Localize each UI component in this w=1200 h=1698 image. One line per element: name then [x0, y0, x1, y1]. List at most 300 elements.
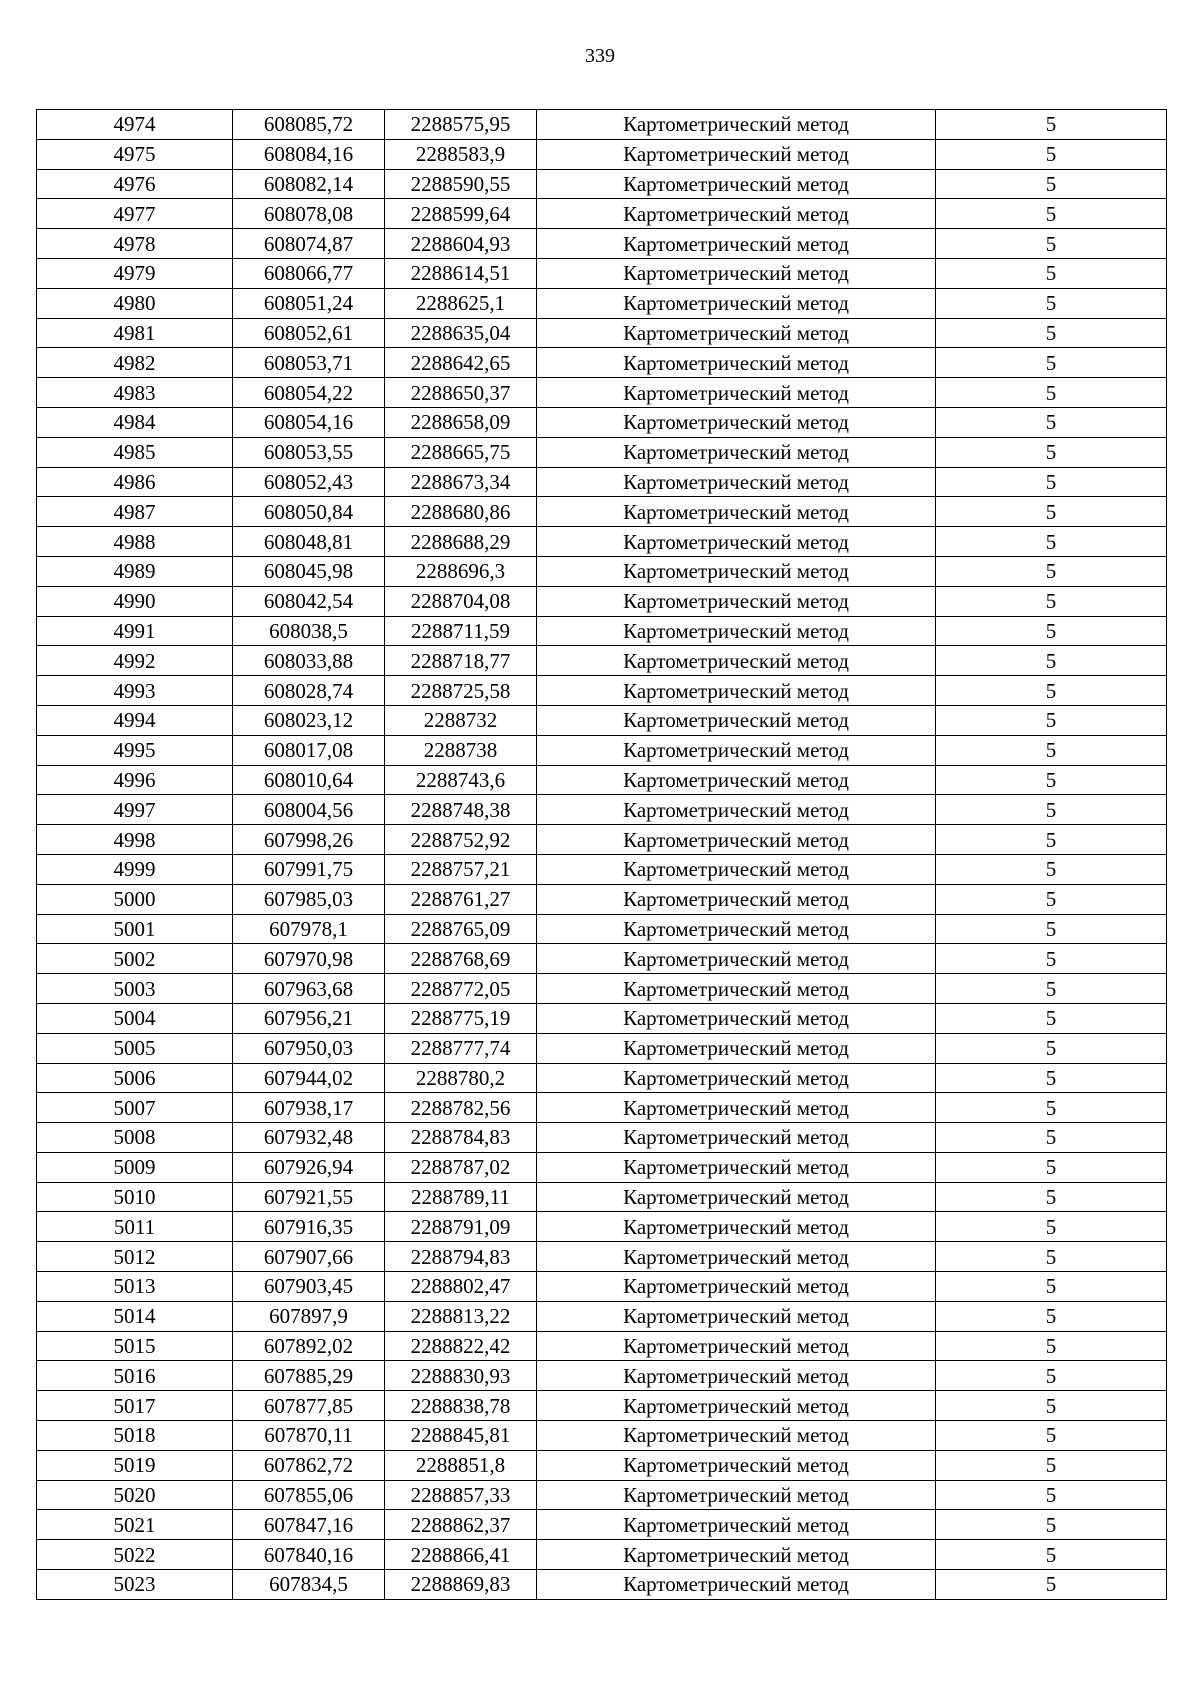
- table-row: [37, 944, 1167, 974]
- y-coordinate-cell: 2288688,29: [385, 527, 537, 557]
- x-coordinate-cell: 607970,98: [233, 944, 385, 974]
- coordinates-table-body: [37, 110, 1167, 1600]
- table-row: [37, 199, 1167, 229]
- point-number-cell: 4977: [37, 199, 233, 229]
- y-coordinate-cell: 2288791,09: [385, 1212, 537, 1242]
- accuracy-cell: 5: [936, 1152, 1167, 1182]
- y-coordinate-cell: 2288775,19: [385, 1003, 537, 1033]
- method-cell: Картометрический метод: [537, 735, 936, 765]
- point-number-cell: 4986: [37, 467, 233, 497]
- method-cell: Картометрический метод: [537, 1450, 936, 1480]
- accuracy-cell: 5: [936, 1450, 1167, 1480]
- method-cell: Картометрический метод: [537, 914, 936, 944]
- method-cell: Картометрический метод: [537, 199, 936, 229]
- method-cell: Картометрический метод: [537, 1093, 936, 1123]
- y-coordinate-cell: 2288704,08: [385, 586, 537, 616]
- method-cell: Картометрический метод: [537, 825, 936, 855]
- x-coordinate-cell: 607991,75: [233, 854, 385, 884]
- point-number-cell: 5005: [37, 1033, 233, 1063]
- table-row: [37, 348, 1167, 378]
- method-cell: Картометрический метод: [537, 1272, 936, 1302]
- method-cell: Картометрический метод: [537, 1182, 936, 1212]
- table-row: [37, 1540, 1167, 1570]
- method-cell: Картометрический метод: [537, 348, 936, 378]
- table-row: [37, 765, 1167, 795]
- method-cell: Картометрический метод: [537, 467, 936, 497]
- x-coordinate-cell: 608033,88: [233, 646, 385, 676]
- x-coordinate-cell: 608028,74: [233, 676, 385, 706]
- x-coordinate-cell: 607956,21: [233, 1003, 385, 1033]
- x-coordinate-cell: 607926,94: [233, 1152, 385, 1182]
- y-coordinate-cell: 2288787,02: [385, 1152, 537, 1182]
- y-coordinate-cell: 2288830,93: [385, 1361, 537, 1391]
- method-cell: Картометрический метод: [537, 705, 936, 735]
- y-coordinate-cell: 2288857,33: [385, 1480, 537, 1510]
- y-coordinate-cell: 2288604,93: [385, 229, 537, 259]
- method-cell: Картометрический метод: [537, 497, 936, 527]
- x-coordinate-cell: 607847,16: [233, 1510, 385, 1540]
- table-row: [37, 1093, 1167, 1123]
- table-row: [37, 556, 1167, 586]
- method-cell: Картометрический метод: [537, 288, 936, 318]
- table-row: [37, 1480, 1167, 1510]
- x-coordinate-cell: 608051,24: [233, 288, 385, 318]
- y-coordinate-cell: 2288772,05: [385, 974, 537, 1004]
- accuracy-cell: 5: [936, 586, 1167, 616]
- point-number-cell: 4975: [37, 139, 233, 169]
- method-cell: Картометрический метод: [537, 586, 936, 616]
- accuracy-cell: 5: [936, 944, 1167, 974]
- point-number-cell: 5014: [37, 1301, 233, 1331]
- method-cell: Картометрический метод: [537, 378, 936, 408]
- x-coordinate-cell: 607892,02: [233, 1331, 385, 1361]
- x-coordinate-cell: 607885,29: [233, 1361, 385, 1391]
- accuracy-cell: 5: [936, 1510, 1167, 1540]
- x-coordinate-cell: 607903,45: [233, 1272, 385, 1302]
- accuracy-cell: 5: [936, 258, 1167, 288]
- method-cell: Картометрический метод: [537, 1242, 936, 1272]
- x-coordinate-cell: 607840,16: [233, 1540, 385, 1570]
- y-coordinate-cell: 2288665,75: [385, 437, 537, 467]
- y-coordinate-cell: 2288738: [385, 735, 537, 765]
- point-number-cell: 5021: [37, 1510, 233, 1540]
- accuracy-cell: 5: [936, 348, 1167, 378]
- table-row: [37, 1331, 1167, 1361]
- table-row: [37, 1450, 1167, 1480]
- accuracy-cell: 5: [936, 1421, 1167, 1451]
- x-coordinate-cell: 608010,64: [233, 765, 385, 795]
- x-coordinate-cell: 608084,16: [233, 139, 385, 169]
- point-number-cell: 5020: [37, 1480, 233, 1510]
- x-coordinate-cell: 608074,87: [233, 229, 385, 259]
- table-row: [37, 288, 1167, 318]
- y-coordinate-cell: 2288802,47: [385, 1272, 537, 1302]
- y-coordinate-cell: 2288789,11: [385, 1182, 537, 1212]
- point-number-cell: 5001: [37, 914, 233, 944]
- point-number-cell: 5009: [37, 1152, 233, 1182]
- y-coordinate-cell: 2288575,95: [385, 110, 537, 140]
- point-number-cell: 4995: [37, 735, 233, 765]
- x-coordinate-cell: 608082,14: [233, 169, 385, 199]
- point-number-cell: 4983: [37, 378, 233, 408]
- method-cell: Картометрический метод: [537, 795, 936, 825]
- y-coordinate-cell: 2288590,55: [385, 169, 537, 199]
- y-coordinate-cell: 2288784,83: [385, 1123, 537, 1153]
- table-row: [37, 527, 1167, 557]
- x-coordinate-cell: 608078,08: [233, 199, 385, 229]
- method-cell: Картометрический метод: [537, 1212, 936, 1242]
- table-row: [37, 1361, 1167, 1391]
- accuracy-cell: 5: [936, 854, 1167, 884]
- method-cell: Картометрический метод: [537, 318, 936, 348]
- method-cell: Картометрический метод: [537, 1570, 936, 1600]
- y-coordinate-cell: 2288718,77: [385, 646, 537, 676]
- x-coordinate-cell: 608050,84: [233, 497, 385, 527]
- accuracy-cell: 5: [936, 795, 1167, 825]
- x-coordinate-cell: 608023,12: [233, 705, 385, 735]
- x-coordinate-cell: 608048,81: [233, 527, 385, 557]
- point-number-cell: 4985: [37, 437, 233, 467]
- table-row: [37, 1212, 1167, 1242]
- method-cell: Картометрический метод: [537, 527, 936, 557]
- coordinates-table: [36, 109, 1167, 1600]
- y-coordinate-cell: 2288650,37: [385, 378, 537, 408]
- point-number-cell: 4976: [37, 169, 233, 199]
- accuracy-cell: 5: [936, 437, 1167, 467]
- accuracy-cell: 5: [936, 974, 1167, 1004]
- table-row: [37, 854, 1167, 884]
- table-row: [37, 914, 1167, 944]
- x-coordinate-cell: 607963,68: [233, 974, 385, 1004]
- accuracy-cell: 5: [936, 318, 1167, 348]
- x-coordinate-cell: 608053,55: [233, 437, 385, 467]
- point-number-cell: 4988: [37, 527, 233, 557]
- point-number-cell: 4996: [37, 765, 233, 795]
- method-cell: Картометрический метод: [537, 1480, 936, 1510]
- table-row: [37, 974, 1167, 1004]
- y-coordinate-cell: 2288757,21: [385, 854, 537, 884]
- x-coordinate-cell: 608004,56: [233, 795, 385, 825]
- table-row: [37, 1182, 1167, 1212]
- method-cell: Картометрический метод: [537, 974, 936, 1004]
- x-coordinate-cell: 608066,77: [233, 258, 385, 288]
- y-coordinate-cell: 2288680,86: [385, 497, 537, 527]
- method-cell: Картометрический метод: [537, 1361, 936, 1391]
- x-coordinate-cell: 608053,71: [233, 348, 385, 378]
- accuracy-cell: 5: [936, 139, 1167, 169]
- y-coordinate-cell: 2288743,6: [385, 765, 537, 795]
- accuracy-cell: 5: [936, 110, 1167, 140]
- accuracy-cell: 5: [936, 1331, 1167, 1361]
- accuracy-cell: 5: [936, 1301, 1167, 1331]
- accuracy-cell: 5: [936, 288, 1167, 318]
- method-cell: Картометрический метод: [537, 1033, 936, 1063]
- point-number-cell: 4997: [37, 795, 233, 825]
- point-number-cell: 4987: [37, 497, 233, 527]
- accuracy-cell: 5: [936, 646, 1167, 676]
- accuracy-cell: 5: [936, 497, 1167, 527]
- method-cell: Картометрический метод: [537, 616, 936, 646]
- y-coordinate-cell: 2288869,83: [385, 1570, 537, 1600]
- y-coordinate-cell: 2288673,34: [385, 467, 537, 497]
- table-row: [37, 1033, 1167, 1063]
- table-row: [37, 705, 1167, 735]
- table-row: [37, 1242, 1167, 1272]
- x-coordinate-cell: 608052,43: [233, 467, 385, 497]
- point-number-cell: 5011: [37, 1212, 233, 1242]
- y-coordinate-cell: 2288780,2: [385, 1063, 537, 1093]
- accuracy-cell: 5: [936, 1242, 1167, 1272]
- point-number-cell: 4992: [37, 646, 233, 676]
- y-coordinate-cell: 2288813,22: [385, 1301, 537, 1331]
- point-number-cell: 4982: [37, 348, 233, 378]
- point-number-cell: 5010: [37, 1182, 233, 1212]
- y-coordinate-cell: 2288777,74: [385, 1033, 537, 1063]
- x-coordinate-cell: 607855,06: [233, 1480, 385, 1510]
- x-coordinate-cell: 607834,5: [233, 1570, 385, 1600]
- y-coordinate-cell: 2288625,1: [385, 288, 537, 318]
- table-row: [37, 676, 1167, 706]
- accuracy-cell: 5: [936, 1182, 1167, 1212]
- y-coordinate-cell: 2288599,64: [385, 199, 537, 229]
- point-number-cell: 4980: [37, 288, 233, 318]
- accuracy-cell: 5: [936, 1033, 1167, 1063]
- x-coordinate-cell: 607985,03: [233, 884, 385, 914]
- table-row: [37, 616, 1167, 646]
- accuracy-cell: 5: [936, 914, 1167, 944]
- y-coordinate-cell: 2288851,8: [385, 1450, 537, 1480]
- table-row: [37, 1063, 1167, 1093]
- y-coordinate-cell: 2288765,09: [385, 914, 537, 944]
- x-coordinate-cell: 608085,72: [233, 110, 385, 140]
- point-number-cell: 5013: [37, 1272, 233, 1302]
- method-cell: Картометрический метод: [537, 884, 936, 914]
- x-coordinate-cell: 607998,26: [233, 825, 385, 855]
- y-coordinate-cell: 2288794,83: [385, 1242, 537, 1272]
- point-number-cell: 4974: [37, 110, 233, 140]
- accuracy-cell: 5: [936, 1480, 1167, 1510]
- table-row: [37, 378, 1167, 408]
- accuracy-cell: 5: [936, 169, 1167, 199]
- point-number-cell: 4991: [37, 616, 233, 646]
- method-cell: Картометрический метод: [537, 1063, 936, 1093]
- point-number-cell: 5018: [37, 1421, 233, 1451]
- table-row: [37, 586, 1167, 616]
- method-cell: Картометрический метод: [537, 1301, 936, 1331]
- table-row: [37, 1421, 1167, 1451]
- method-cell: Картометрический метод: [537, 1540, 936, 1570]
- accuracy-cell: 5: [936, 1391, 1167, 1421]
- table-row: [37, 795, 1167, 825]
- point-number-cell: 5019: [37, 1450, 233, 1480]
- table-row: [37, 258, 1167, 288]
- x-coordinate-cell: 608054,16: [233, 407, 385, 437]
- accuracy-cell: 5: [936, 1570, 1167, 1600]
- y-coordinate-cell: 2288866,41: [385, 1540, 537, 1570]
- y-coordinate-cell: 2288768,69: [385, 944, 537, 974]
- accuracy-cell: 5: [936, 1212, 1167, 1242]
- y-coordinate-cell: 2288838,78: [385, 1391, 537, 1421]
- x-coordinate-cell: 607877,85: [233, 1391, 385, 1421]
- accuracy-cell: 5: [936, 1123, 1167, 1153]
- method-cell: Картометрический метод: [537, 229, 936, 259]
- method-cell: Картометрический метод: [537, 765, 936, 795]
- method-cell: Картометрический метод: [537, 110, 936, 140]
- y-coordinate-cell: 2288583,9: [385, 139, 537, 169]
- y-coordinate-cell: 2288761,27: [385, 884, 537, 914]
- x-coordinate-cell: 607950,03: [233, 1033, 385, 1063]
- point-number-cell: 4999: [37, 854, 233, 884]
- table-row: [37, 825, 1167, 855]
- x-coordinate-cell: 607944,02: [233, 1063, 385, 1093]
- table-row: [37, 1152, 1167, 1182]
- y-coordinate-cell: 2288725,58: [385, 676, 537, 706]
- point-number-cell: 5003: [37, 974, 233, 1004]
- table-row: [37, 884, 1167, 914]
- accuracy-cell: 5: [936, 825, 1167, 855]
- y-coordinate-cell: 2288635,04: [385, 318, 537, 348]
- point-number-cell: 4978: [37, 229, 233, 259]
- table-row: [37, 1391, 1167, 1421]
- accuracy-cell: 5: [936, 407, 1167, 437]
- accuracy-cell: 5: [936, 1272, 1167, 1302]
- point-number-cell: 5022: [37, 1540, 233, 1570]
- y-coordinate-cell: 2288752,92: [385, 825, 537, 855]
- point-number-cell: 5017: [37, 1391, 233, 1421]
- point-number-cell: 4979: [37, 258, 233, 288]
- table-row: [37, 318, 1167, 348]
- x-coordinate-cell: 607921,55: [233, 1182, 385, 1212]
- y-coordinate-cell: 2288696,3: [385, 556, 537, 586]
- accuracy-cell: 5: [936, 884, 1167, 914]
- point-number-cell: 5000: [37, 884, 233, 914]
- method-cell: Картометрический метод: [537, 1331, 936, 1361]
- method-cell: Картометрический метод: [537, 676, 936, 706]
- point-number-cell: 5007: [37, 1093, 233, 1123]
- accuracy-cell: 5: [936, 616, 1167, 646]
- y-coordinate-cell: 2288732: [385, 705, 537, 735]
- table-row: [37, 229, 1167, 259]
- x-coordinate-cell: 607916,35: [233, 1212, 385, 1242]
- y-coordinate-cell: 2288748,38: [385, 795, 537, 825]
- table-row: [37, 735, 1167, 765]
- y-coordinate-cell: 2288711,59: [385, 616, 537, 646]
- table-row: [37, 497, 1167, 527]
- x-coordinate-cell: 607897,9: [233, 1301, 385, 1331]
- accuracy-cell: 5: [936, 735, 1167, 765]
- method-cell: Картометрический метод: [537, 1152, 936, 1182]
- method-cell: Картометрический метод: [537, 1421, 936, 1451]
- accuracy-cell: 5: [936, 229, 1167, 259]
- table-row: [37, 437, 1167, 467]
- table-row: [37, 1510, 1167, 1540]
- x-coordinate-cell: 608042,54: [233, 586, 385, 616]
- method-cell: Картометрический метод: [537, 646, 936, 676]
- accuracy-cell: 5: [936, 705, 1167, 735]
- point-number-cell: 5006: [37, 1063, 233, 1093]
- y-coordinate-cell: 2288822,42: [385, 1331, 537, 1361]
- y-coordinate-cell: 2288642,65: [385, 348, 537, 378]
- point-number-cell: 4990: [37, 586, 233, 616]
- y-coordinate-cell: 2288782,56: [385, 1093, 537, 1123]
- point-number-cell: 5004: [37, 1003, 233, 1033]
- accuracy-cell: 5: [936, 765, 1167, 795]
- table-row: [37, 407, 1167, 437]
- accuracy-cell: 5: [936, 1063, 1167, 1093]
- accuracy-cell: 5: [936, 527, 1167, 557]
- method-cell: Картометрический метод: [537, 1391, 936, 1421]
- point-number-cell: 4994: [37, 705, 233, 735]
- table-row: [37, 1301, 1167, 1331]
- method-cell: Картометрический метод: [537, 437, 936, 467]
- x-coordinate-cell: 608045,98: [233, 556, 385, 586]
- point-number-cell: 4998: [37, 825, 233, 855]
- point-number-cell: 5023: [37, 1570, 233, 1600]
- table-row: [37, 1003, 1167, 1033]
- x-coordinate-cell: 607870,11: [233, 1421, 385, 1451]
- x-coordinate-cell: 607862,72: [233, 1450, 385, 1480]
- accuracy-cell: 5: [936, 1093, 1167, 1123]
- y-coordinate-cell: 2288845,81: [385, 1421, 537, 1451]
- method-cell: Картометрический метод: [537, 556, 936, 586]
- point-number-cell: 5016: [37, 1361, 233, 1391]
- page-number: 339: [585, 45, 615, 67]
- point-number-cell: 4993: [37, 676, 233, 706]
- method-cell: Картометрический метод: [537, 1123, 936, 1153]
- table-row: [37, 467, 1167, 497]
- table-row: [37, 139, 1167, 169]
- x-coordinate-cell: 607978,1: [233, 914, 385, 944]
- table-row: [37, 1272, 1167, 1302]
- table-row: [37, 169, 1167, 199]
- accuracy-cell: 5: [936, 676, 1167, 706]
- point-number-cell: 4984: [37, 407, 233, 437]
- point-number-cell: 5008: [37, 1123, 233, 1153]
- accuracy-cell: 5: [936, 1003, 1167, 1033]
- point-number-cell: 5012: [37, 1242, 233, 1272]
- x-coordinate-cell: 608017,08: [233, 735, 385, 765]
- method-cell: Картометрический метод: [537, 407, 936, 437]
- x-coordinate-cell: 608038,5: [233, 616, 385, 646]
- method-cell: Картометрический метод: [537, 944, 936, 974]
- point-number-cell: 4981: [37, 318, 233, 348]
- table-row: [37, 1123, 1167, 1153]
- accuracy-cell: 5: [936, 1540, 1167, 1570]
- method-cell: Картометрический метод: [537, 169, 936, 199]
- x-coordinate-cell: 607907,66: [233, 1242, 385, 1272]
- method-cell: Картометрический метод: [537, 1510, 936, 1540]
- y-coordinate-cell: 2288614,51: [385, 258, 537, 288]
- accuracy-cell: 5: [936, 467, 1167, 497]
- accuracy-cell: 5: [936, 1361, 1167, 1391]
- accuracy-cell: 5: [936, 378, 1167, 408]
- table-row: [37, 1570, 1167, 1600]
- y-coordinate-cell: 2288658,09: [385, 407, 537, 437]
- table-row: [37, 110, 1167, 140]
- x-coordinate-cell: 607932,48: [233, 1123, 385, 1153]
- accuracy-cell: 5: [936, 199, 1167, 229]
- x-coordinate-cell: 608052,61: [233, 318, 385, 348]
- method-cell: Картометрический метод: [537, 1003, 936, 1033]
- point-number-cell: 4989: [37, 556, 233, 586]
- accuracy-cell: 5: [936, 556, 1167, 586]
- method-cell: Картометрический метод: [537, 854, 936, 884]
- x-coordinate-cell: 607938,17: [233, 1093, 385, 1123]
- point-number-cell: 5002: [37, 944, 233, 974]
- x-coordinate-cell: 608054,22: [233, 378, 385, 408]
- method-cell: Картометрический метод: [537, 258, 936, 288]
- point-number-cell: 5015: [37, 1331, 233, 1361]
